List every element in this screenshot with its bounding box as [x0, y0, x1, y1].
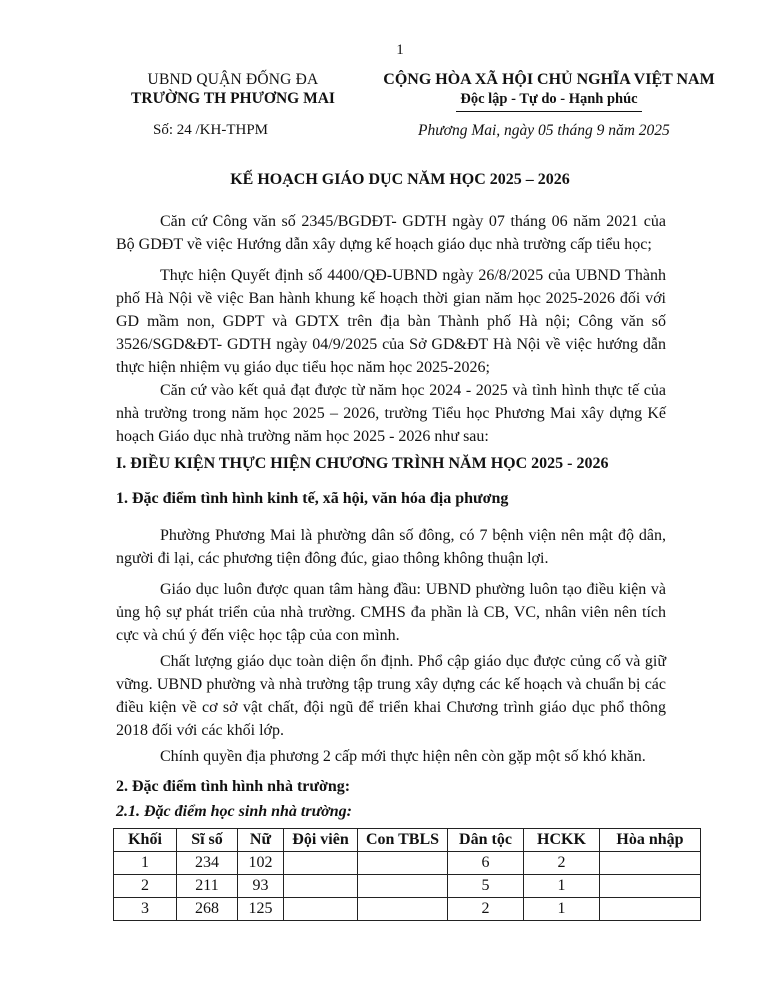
table-cell	[600, 875, 701, 898]
document-number: Số: 24 /KH-THPM	[153, 122, 269, 138]
table-header-cell: Nữ	[238, 829, 284, 852]
table-cell	[284, 852, 358, 875]
table-cell: 125	[238, 898, 284, 921]
place-date: Phương Mai, ngày 05 tháng 9 năm 2025	[418, 122, 670, 139]
school-name: TRƯỜNG TH PHƯƠNG MAI	[131, 90, 335, 107]
table-cell	[358, 898, 448, 921]
intro-paragraph: Căn cứ vào kết quả đạt được từ năm học 2024 - 2025 và tình hình thực tế của nhà trường trong năm học 2025 – 2026, trường Tiểu học Phương Mai xây dựng Kế hoạch Giáo dục nhà trường năm học 2025 - 2026 như sau:	[116, 382, 666, 445]
table-cell: 2	[524, 852, 600, 875]
intro-paragraph: Căn cứ Công văn số 2345/BGDĐT- GDTH ngày 07 tháng 06 năm 2021 của Bộ GDĐT về việc Hướng dẫn xây dựng kế hoạch giáo dục nhà trường cấp tiểu học;	[116, 213, 666, 253]
republic-name: CỘNG HÒA XÃ HỘI CHỦ NGHĨA VIỆT NAM	[383, 71, 715, 88]
table-cell	[358, 852, 448, 875]
page-number: 1	[396, 42, 404, 58]
intro-paragraph: Thực hiện Quyết định số 4400/QĐ-UBND ngày 26/8/2025 của UBND Thành phố Hà Nội về việc Ban hành khung kế hoạch thời gian năm học 2025-2026 đối với GD mầm non, GDPT và GDTX trên địa bàn Thành phố Hà nội; Công văn số 3526/SGD&ĐT- GDTH ngày 04/9/2025 của Sở GD&ĐT Hà Nội về việc hướng dẫn thực hiện nhiệm vụ giáo dục tiểu học năm học 2025-2026;	[116, 267, 666, 376]
table-header-cell: Con TBLS	[358, 829, 448, 852]
table-cell: 268	[177, 898, 238, 921]
section-heading: I. ĐIỀU KIỆN THỰC HIỆN CHƯƠNG TRÌNH NĂM HỌC 2025 - 2026	[116, 455, 609, 472]
table-header-cell: Sĩ số	[177, 829, 238, 852]
table-cell: 5	[448, 875, 524, 898]
subsection-heading: 2. Đặc điểm tình hình nhà trường:	[116, 778, 351, 795]
table-cell: 2	[448, 898, 524, 921]
table-header-cell: Khối	[114, 829, 177, 852]
table-cell: 1	[524, 875, 600, 898]
student-statistics-table	[113, 828, 701, 921]
table-cell: 3	[114, 898, 177, 921]
table-header-cell: Hòa nhập	[600, 829, 701, 852]
table-row	[114, 852, 701, 875]
document-title: KẾ HOẠCH GIÁO DỤC NĂM HỌC 2025 – 2026	[230, 171, 570, 188]
national-header	[380, 70, 718, 112]
table-cell	[600, 852, 701, 875]
table-cell: 102	[238, 852, 284, 875]
table-header-cell: HCKK	[524, 829, 600, 852]
table-header-cell: Dân tộc	[448, 829, 524, 852]
body-paragraph: Phường Phương Mai là phường dân số đông, có 7 bệnh viện nên mật độ dân, người đi lại, các phương tiện đông đúc, giao thông không thuận lợi.	[116, 527, 666, 567]
national-motto: Độc lập - Tự do - Hạnh phúc	[456, 90, 641, 112]
table-cell: 1	[114, 852, 177, 875]
body-paragraph: Chất lượng giáo dục toàn diện ổn định. Phổ cập giáo dục được củng cố và giữ vững. UBND phường và nhà trường tập trung xây dựng các kế hoạch và chuẩn bị các điều kiện về cơ sở vật chất, đội ngũ để triển khai Chương trình giáo dục phổ thông 2018 đối với các khối lớp.	[116, 653, 666, 739]
table-cell: 2	[114, 875, 177, 898]
subsection-heading: 1. Đặc điểm tình hình kinh tế, xã hội, văn hóa địa phương	[116, 490, 509, 507]
table-cell: 211	[177, 875, 238, 898]
table-cell: 1	[524, 898, 600, 921]
table-cell: 93	[238, 875, 284, 898]
body-paragraph: Giáo dục luôn được quan tâm hàng đầu: UBND phường luôn tạo điều kiện và ủng hộ sự phát triển của nhà trường. CMHS đa phần là CB, VC, nhân viên nên tích cực và chú ý đến việc học tập của con mình.	[116, 581, 666, 644]
body-paragraph: Chính quyền địa phương 2 cấp mới thực hiện nên còn gặp một số khó khăn.	[160, 748, 646, 765]
table-cell	[600, 898, 701, 921]
table-header-row	[114, 829, 701, 852]
table-cell	[358, 875, 448, 898]
table-row	[114, 898, 701, 921]
table-cell	[284, 898, 358, 921]
table-cell: 234	[177, 852, 238, 875]
table-cell	[284, 875, 358, 898]
table-header-cell: Đội viên	[284, 829, 358, 852]
table-row	[114, 875, 701, 898]
agency-name: UBND QUẬN ĐỐNG ĐA	[147, 71, 319, 88]
table-cell: 6	[448, 852, 524, 875]
issuer-block	[118, 70, 348, 108]
sub-subsection-heading: 2.1. Đặc điểm học sinh nhà trường:	[116, 803, 352, 820]
